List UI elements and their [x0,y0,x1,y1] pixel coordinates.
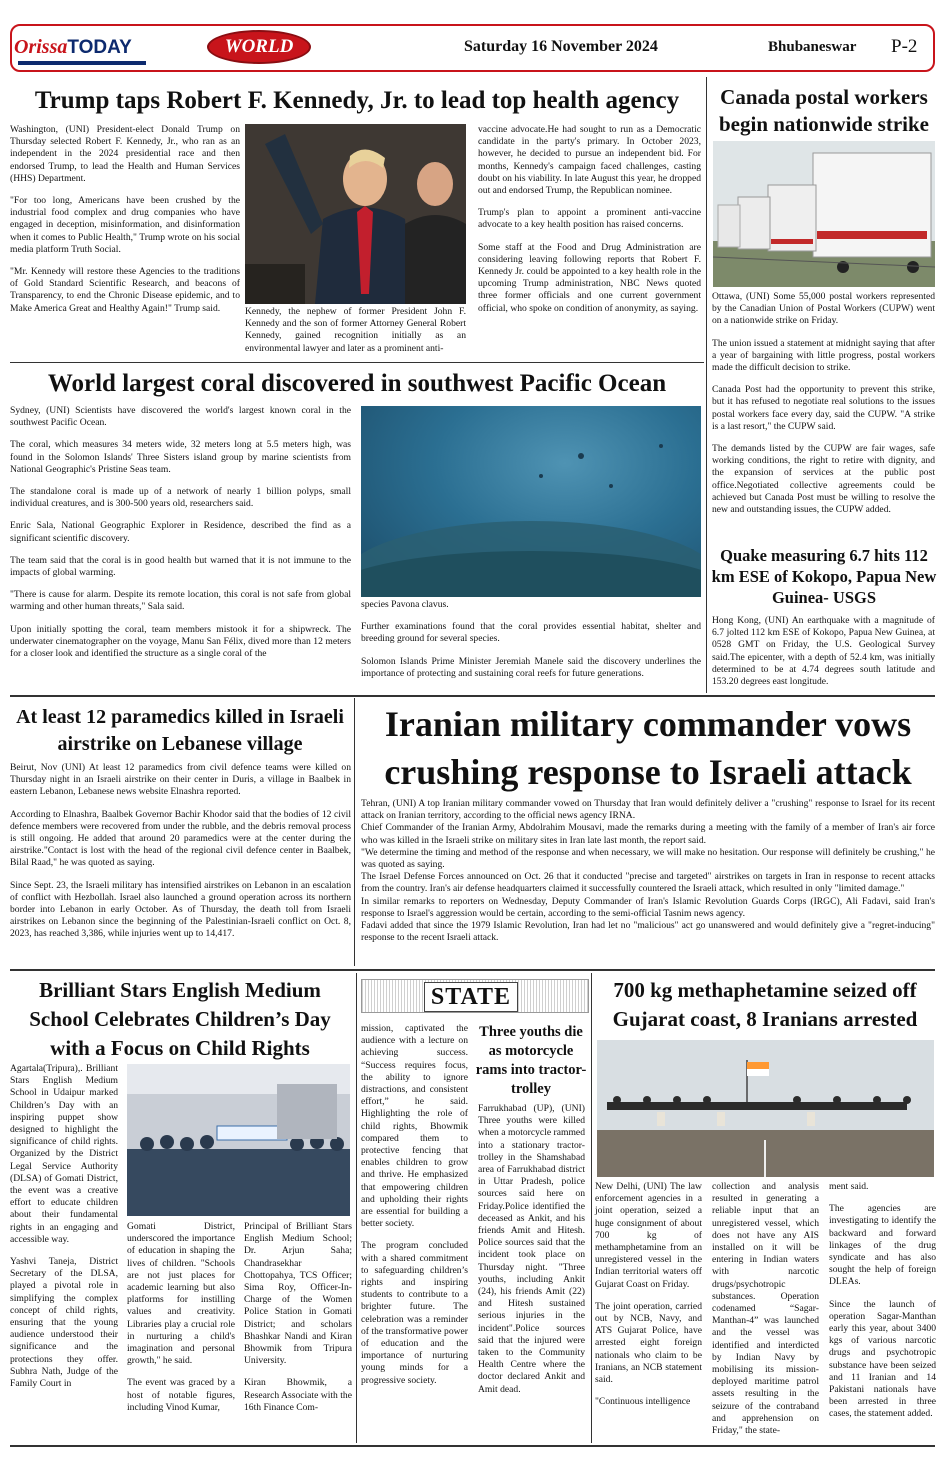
paragraph: The agencies are investigating to identify the backward and forward linkages of the drug syndicate and has also sought the help of foreign DLEAs. [829,1203,936,1288]
column-rule [591,973,592,1443]
paragraph: Solomon Islands Prime Minister Jeremiah Manele said the discovery underlines the importance of protecting and sustaining coral reefs for future generations. [361,655,701,679]
paragraph: Chief Commander of the Iranian Army, Abdolrahim Mousavi, made the remarks during a meeting with the family of a member of Iran's air force who was killed in the Israeli strike on military sites in Iran late last month, the report said. [361,822,935,846]
section-rule [10,695,935,697]
publication-logo[interactable] [14,36,132,60]
article-column [10,124,240,325]
paragraph: Upon initially spotting the coral, team members mistook it for a shipwreck. The underwater cinematographer on the voyage, Manu San Félix, dived more than 12 meters for a closer look and identified the structure as a single coral of the [10,623,351,660]
article-headline[interactable]: Trump taps Robert F. Kennedy, Jr. to lead top health agency [34,87,680,114]
paragraph: "We determine the timing and method of the response and when necessary, we will make no hesitation. Our response will definitely be crushing," he was quoted as saying. [361,846,935,871]
logo-underline [18,61,146,65]
paragraph: The demands listed by the CUPW are fair wages, safe working conditions, the right to retire with dignity, and the expansion of services at the public post office.Negotiated collective agreements could be achieved but Canada Post must be willing to resolve the new and outstanding issues, the CUPW added. [712,443,935,516]
article-column [10,405,351,670]
article-column [361,599,701,690]
paragraph: vaccine advocate.He had sought to run as a Democratic candidate in the party's primary. In October 2023, however, he decided to pursue an independent bid. For months, Kennedy's campaign faced challenges, casting doubt on his viability. In late August this year, he dropped out and endorsed Trump, the Republican nominee. [478,124,701,197]
article-headline[interactable]: Canada postal workers begin nationwide strike [718,85,930,136]
paragraph: Kiran Bhowmik, a Research Associate with the 16th Finance Com- [244,1377,352,1413]
paragraph: Some staff at the Food and Drug Administration are considering leaving following reports that Robert F. Kennedy Jr. could be appointed to a key health role in the upcoming Trump administration, NBC News quoted three former officials and one current government official, who spoke on condition of anonymity, as saying. [478,241,701,314]
news-photo [713,141,935,287]
paragraph: Beirut, Nov (UNI) At least 12 paramedics from civil defence teams were killed on Thursday night in an Israeli airstrike on their center in Duris, a village in Baalbek in eastern Lebanon, Lebanese news website Elnashra reported. [10,762,351,798]
paragraph: Ottawa, (UNI) Some 55,000 postal workers represented by the Canadian Union of Postal Workers (CUPW) went on a nationwide strike on Friday. [712,291,935,327]
section-badge: WORLD [207,30,311,64]
paragraph: Trump's plan to appoint a prominent anti-vaccine advocate to a key health position has raised concerns. [478,207,701,231]
paragraph: Principal of Brilliant Stars English Medium School; Dr. Arjun Saha; Chandrasekhar Chottopahya, TCS Officer; Sima Roy, Officer-In-Charge of the Women Police Station in Gomati District; and scholars Bhashkar Nandi and Kiran Bhowmik from Tripura University. [244,1221,352,1367]
article-column [10,1063,118,1400]
paragraph: The event was graced by a host of notable figures, including Vinod Kumar, [127,1377,235,1413]
paragraph: Canada Post had the opportunity to prevent this strike, but it has refused to negotiate real solutions to the issues postal workers face every day, said the CUPW. "A strike is a last resort," the CUPW said. [712,384,935,432]
news-photo [127,1064,350,1216]
paragraph: The joint operation, carried out by NCB, Navy, and ATS Gujarat Police, have arrested eight foreign nationals who claim to be Iranians, an NCB statement said. [595,1300,702,1386]
paragraph: Further examinations found that the coral provides essential habitat, shelter and breeding ground for several species. [361,621,701,645]
column-rule [354,698,355,966]
section-label: STATE [424,982,518,1012]
article-headline[interactable]: Brilliant Stars English Medium School Celebrates Children’s Day with a Focus on Child Rights [29,978,331,1060]
paragraph: Gomati District, underscored the importance of education in shaping the lives of children. "Schools are not just places for academic learning but also platforms for instilling values and creativity. Libraries play a crucial role in nurturing a child's imagination and personal growth," he said. [127,1221,235,1367]
paragraph: The team said that the coral is in good health but warned that it is not immune to the impacts of global warming. [10,554,351,579]
article-column [478,124,701,325]
article-column [712,1181,819,1447]
article-column [244,1221,352,1424]
paragraph: The coral, which measures 34 meters wide, 32 meters long at 5.5 meters high, was found in the Solomon Islands' Three Sisters island group by marine scientists from National Geographic's Pristine Seas team. [10,439,351,475]
page-number: P-2 [891,36,918,57]
paragraph: "There is cause for alarm. Despite its remote location, this coral is not safe from global warming and other human threats," Sala said. [10,589,351,613]
article-headline[interactable]: Three youths die as motorcycle rams into tractor-trolley [475,1024,587,1097]
paragraph: Sydney, (UNI) Scientists have discovered the world's largest known coral in the southwest Pacific Ocean. [10,405,351,429]
paragraph: collection and analysis resulted in generating a reliable input that an unregistered vessel, which does not have any AIS installed on it will be entering in Indian waters with narcotic drugs/psychotropic substances. Operation codenamed “Sagar-Manthan-4” was launched and the vessel was identified and interdicted by Indian Navy by mobilising its mission-deployed maritime patrol assets resulting in the seizure of the contraband and apprehension on Friday," the state- [712,1181,819,1437]
article-headline[interactable]: Quake measuring 6.7 hits 112 km ESE of Kokopo, Papua New Guinea- USGS [711,546,937,607]
column-rule [356,973,357,1443]
news-photo [597,1040,934,1177]
article-headline[interactable]: Iranian military commander vows crushing response to Israeli attack [384,704,912,792]
paragraph: The union issued a statement at midnight saying that after a year of bargaining with little progress, postal workers made the difficult decision to strike. [712,337,935,374]
paragraph: Washington, (UNI) President-elect Donald Trump on Thursday selected Robert F. Kennedy, Jr., who ran as an independent in the 2024 presidential race and then endorsed Trump, to lead the Health and Human Services (HHS) Department. [10,124,240,184]
paragraph: "For too long, Americans have been crushed by the industrial food complex and drug companies who have engaged in deception, misinformation, and disinformation when it comes to Public Health," Trump wrote on his social media platform Truth Social. [10,195,240,255]
article-body [361,798,935,944]
paragraph: Enric Sala, National Geographic Explorer in Residence, described the find as a significant scientific discovery. [10,520,351,544]
paragraph: According to Elnashra, Baalbek Governor Bachir Khodor said that the bodies of 12 civil defence members were recovered from under the rubble, and the debris removal process is still ongoing. He added that around 20 paramedics were at the center during the airstrike."Contact is lost with the head of the regional civil defence center in Baalbek, Bilal Raad," he was quoted as saying. [10,808,351,869]
news-photo [245,124,466,304]
paragraph: species Pavona clavus. [361,599,449,610]
column-rule [706,77,707,693]
photo-caption: Kennedy, the nephew of former President John F. Kennedy and the son of former Attorney General Robert Kennedy, gained recognition initially as an environmental lawyer and later as a prominent anti- [245,306,466,354]
logo-main: TODAY [67,37,132,58]
article-body [712,291,935,526]
article-headline[interactable]: 700 kg methaphetamine seized off Gujarat coast, 8 Iranians arrested [612,978,918,1031]
section-rule [10,362,704,363]
article-body [10,762,351,951]
paragraph: mission, captivated the audience with a lecture on achieving success. “Success requires focus, the ability to ignore distractions, and consistent effort,” he said. Highlighting the role of child rights, Bhowmik compared them to protective fencing that enables children to grow and thrive. He emphasized that empowering children and upholding their rights are essential for building a better society. [361,1023,468,1230]
paragraph: In similar remarks to reporters on Wednesday, Deputy Commander of Iran's Islamic Revolution Guards Corps (IRGC), Ali Fadavi, said Iran's response to Israel's aggression would be certain, according to the semi-official Tasnim news agency. [361,895,935,919]
issue-city: Bhubaneswar [768,39,857,55]
issue-date: Saturday 16 November 2024 [464,38,658,55]
article-column [829,1181,936,1431]
paragraph: Yashvi Taneja, District Secretary of the DLSA, played a pivotal role in simplifying the complex concept of child rights, ensuring that the young audience understood their significance and the protections they offer. Subhra Nath, Judge of the Family Court in [10,1256,118,1390]
paragraph: The Israel Defense Forces announced on Oct. 26 that it conducted "precise and targeted" airstrikes on targets in Iran in response to recent attacks from the country. Iran's air defense headquarters claimed it successfully countered the Israeli attack, which resulted in only "limited damage." [361,871,935,895]
article-body: Hong Kong, (UNI) An earthquake with a magnitude of 6.7 jolted 112 km ESE of Kokopo, Papua New Guinea, at 0528 GMT on Friday, the U.S. Geological Survey said.The epicenter, with a depth of 52.4 km, was initially determined to be at 4.74 degrees south latitude and 153.20 degrees east longitude. [712,615,935,688]
news-photo [361,406,701,597]
logo-prefix: Orissa [14,36,68,58]
section-rule [10,969,935,971]
paragraph: The standalone coral is made up of a network of nearly 1 billion polyps, small individual creatures, and is 300-500 years old, researchers said. [10,486,351,510]
article-column [361,1023,468,1397]
paragraph: Since the launch of operation Sagar-Manthan early this year, about 3400 kgs of various narcotic drugs and psychotropic substance have been seized and 11 Iranian and 14 Pakistani nationals have been arrested in three cases, the statement added. [829,1298,936,1420]
paragraph: New Delhi, (UNI) The law enforcement agencies in a joint operation, seized a huge consignment of about 700 kg of methamphetamine from an unregistered vessel in the Indian territorial waters off Gujarat Coast on Friday. [595,1181,702,1290]
paragraph: Fadavi added that since the 1979 Islamic Revolution, Iran had let no "malicious" act go unanswered and would definitely give a "regret-inducing" response to the recent Israeli attack. [361,920,935,944]
paragraph: "Continuous intelligence [595,1396,691,1408]
paragraph: The program concluded with a shared commitment to safeguarding children’s rights and inspiring students to contribute to a brighter future. The celebration was a reminder of the transformative power of education and the importance of nurturing young minds for a progressive society. [361,1240,468,1386]
paragraph: Tehran, (UNI) A top Iranian military commander vowed on Thursday that Iran would definitely deliver a "crushing" response to Israel for its recent attack on Iranian territory, according to the official news agency IRNA. [361,798,935,822]
article-headline[interactable]: World largest coral discovered in southwest Pacific Ocean [47,370,667,397]
article-column [595,1181,702,1418]
article-headline[interactable]: At least 12 paramedics killed in Israeli airstrike on Lebanese village [16,706,344,755]
paragraph: "Mr. Kennedy will restore these Agencies to the traditions of Gold Standard Scientific Research, and beacons of Transparency, to end the Chronic Disease epidemic, and to Make America Great and Healthy Again!" Trump said. [10,266,240,314]
article-column [127,1221,235,1424]
article-body: Farrukhabad (UP), (UNI) Three youths were killed when a motorcycle rammed into a stationary tractor-trolley in the Shamshabad area of Farrukhabad district in Uttar Pradesh, police sources said here on Friday.Police identified the deceased as Ankit, and his friends Amit and Hitesh. Police sources said that the incident took place on Thursday night. "Three youths, including Ankit (24), his friends Amit (22) and Hitesh sustained serious injuries in the incident".Police sources said that the injured were taken to the Community Health Centre where the doctor declared Ankit and Amit dead. [478,1103,585,1395]
paragraph: ment said. [829,1181,869,1192]
paragraph: Agartala(Tripura),. Brilliant Stars English Medium School in Udaipur marked Children’s Day with an inspiring puppet show designed to highlight the significance of child rights. Organized by the District Legal Service Authority (DLSA) of Gomati District, the event was a creative effort to educate children about their fundamental rights in an engaging and accessible way. [10,1063,118,1245]
paragraph: Since Sept. 23, the Israeli military has intensified airstrikes on Lebanon in an escalation of conflict with Hezbollah. Israel also launched a ground operation across its northern border into Lebanon in early October. As of Thursday, the death toll from Israeli airstrikes on Lebanon since the beginning of the Palestinian-Israeli conflict on Oct. 8, 2023, has reached 3,386, while injuries went up to 14,417. [10,879,351,940]
